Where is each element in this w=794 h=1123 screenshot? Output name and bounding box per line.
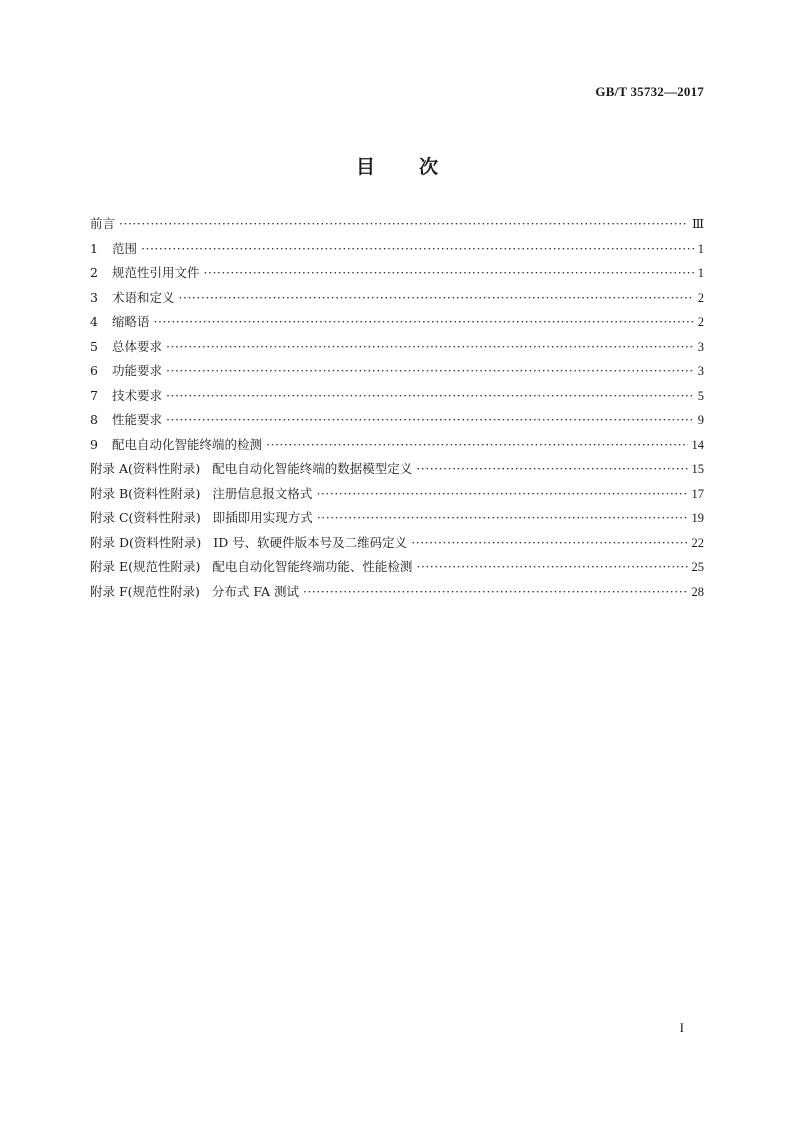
toc-entry-title: 术语和定义 <box>112 289 175 305</box>
toc-entry-title: 注册信息报文格式 <box>212 485 313 501</box>
toc-entry-appendix-b[interactable] <box>90 484 704 509</box>
toc-entry-appendix-f[interactable] <box>90 582 704 607</box>
toc-entry-title: 技术要求 <box>112 387 163 403</box>
toc-entry-page: 25 <box>691 560 704 574</box>
toc-entry-page: 5 <box>697 388 704 403</box>
toc-entry-page: 3 <box>697 364 704 378</box>
toc-entry-title: 配电自动化智能终端的数据模型定义 <box>212 461 413 476</box>
toc-entry-title: 配电自动化智能终端的检测 <box>112 436 263 452</box>
appendix-label: 附录 E(规范性附录) <box>90 559 201 574</box>
dot-leader <box>411 535 687 550</box>
appendix-label: 附录 F(规范性附录) <box>90 583 200 599</box>
toc-entry-1[interactable] <box>90 239 704 264</box>
page-title: 目次 <box>355 156 482 178</box>
toc-entry-title: 总体要求 <box>112 338 163 354</box>
toc-entry-page: Ⅲ <box>691 217 704 231</box>
toc-entry-title: 功能要求 <box>112 363 163 378</box>
toc-entry-title: 缩略语 <box>112 314 150 329</box>
toc-entry-9[interactable] <box>90 435 704 460</box>
dot-leader <box>317 510 688 525</box>
toc-entry-page: 15 <box>691 462 704 476</box>
standard-number: GB/T 35732—2017 <box>595 84 704 99</box>
toc-entry-5[interactable] <box>90 337 704 362</box>
toc-entry-page: 19 <box>691 511 704 525</box>
toc-entry-appendix-e[interactable] <box>90 557 704 582</box>
dot-leader <box>119 216 688 231</box>
dot-leader <box>154 314 694 329</box>
toc-entry-appendix-c[interactable] <box>90 508 704 533</box>
dot-leader <box>266 437 687 452</box>
toc-entry-number: 9 <box>90 436 98 452</box>
toc-entry-title: 范围 <box>112 240 138 256</box>
toc-entry-number: 4 <box>90 314 98 329</box>
toc-entry-3[interactable] <box>90 288 704 313</box>
toc-entry-page: 14 <box>691 437 704 452</box>
toc-entry-title: ID 号、软硬件版本号及二维码定义 <box>213 534 408 550</box>
toc-entry-number: 6 <box>90 363 98 378</box>
toc-entry-title: 前言 <box>90 216 116 231</box>
dot-leader <box>141 241 694 256</box>
dot-leader <box>166 388 694 403</box>
toc-entry-page: 1 <box>697 241 704 256</box>
toc-entry-title: 规范性引用文件 <box>112 265 200 280</box>
dot-leader <box>303 584 688 599</box>
toc-entry-8[interactable] <box>90 410 704 435</box>
toc-entry-page: 1 <box>697 266 704 280</box>
toc-entry-appendix-d[interactable] <box>90 533 704 558</box>
toc-entry-title: 性能要求 <box>112 412 163 427</box>
toc-entry-7[interactable] <box>90 386 704 411</box>
appendix-label: 附录 B(资料性附录) <box>90 485 201 501</box>
toc-entry-page: 9 <box>697 413 704 427</box>
toc-entry-number: 1 <box>90 240 98 256</box>
toc-entry-page: 2 <box>697 290 704 305</box>
toc-entry-page: 3 <box>697 339 704 354</box>
toc-entry-page: 22 <box>691 535 704 550</box>
dot-leader <box>166 412 694 427</box>
dot-leader <box>166 363 694 378</box>
appendix-label: 附录 C(资料性附录) <box>90 510 201 525</box>
appendix-label: 附录 A(资料性附录) <box>90 461 201 476</box>
table-of-contents <box>90 214 704 606</box>
toc-entry-page: 17 <box>691 486 704 501</box>
toc-entry-appendix-a[interactable] <box>90 459 704 484</box>
appendix-label: 附录 D(资料性附录) <box>90 534 202 550</box>
toc-entry-title: 分布式 FA 测试 <box>211 583 299 599</box>
dot-leader <box>316 486 687 501</box>
dot-leader <box>416 559 687 574</box>
toc-entry-number: 5 <box>90 338 98 354</box>
dot-leader <box>416 461 687 476</box>
toc-entry-number: 3 <box>90 289 98 305</box>
toc-entry-title: 即插即用实现方式 <box>212 510 313 525</box>
toc-entry-title: 配电自动化智能终端功能、性能检测 <box>212 559 413 574</box>
toc-entry-4[interactable] <box>90 312 704 337</box>
toc-entry-foreword[interactable] <box>90 214 704 239</box>
toc-entry-number: 7 <box>90 387 98 403</box>
toc-entry-page: 28 <box>691 584 704 599</box>
page-number: I <box>679 1020 684 1035</box>
dot-leader <box>179 290 694 305</box>
toc-entry-2[interactable] <box>90 263 704 288</box>
toc-entry-number: 2 <box>90 265 98 280</box>
dot-leader <box>204 265 694 280</box>
toc-entry-number: 8 <box>90 412 98 427</box>
dot-leader <box>166 339 694 354</box>
toc-entry-6[interactable] <box>90 361 704 386</box>
toc-entry-page: 2 <box>697 315 704 329</box>
